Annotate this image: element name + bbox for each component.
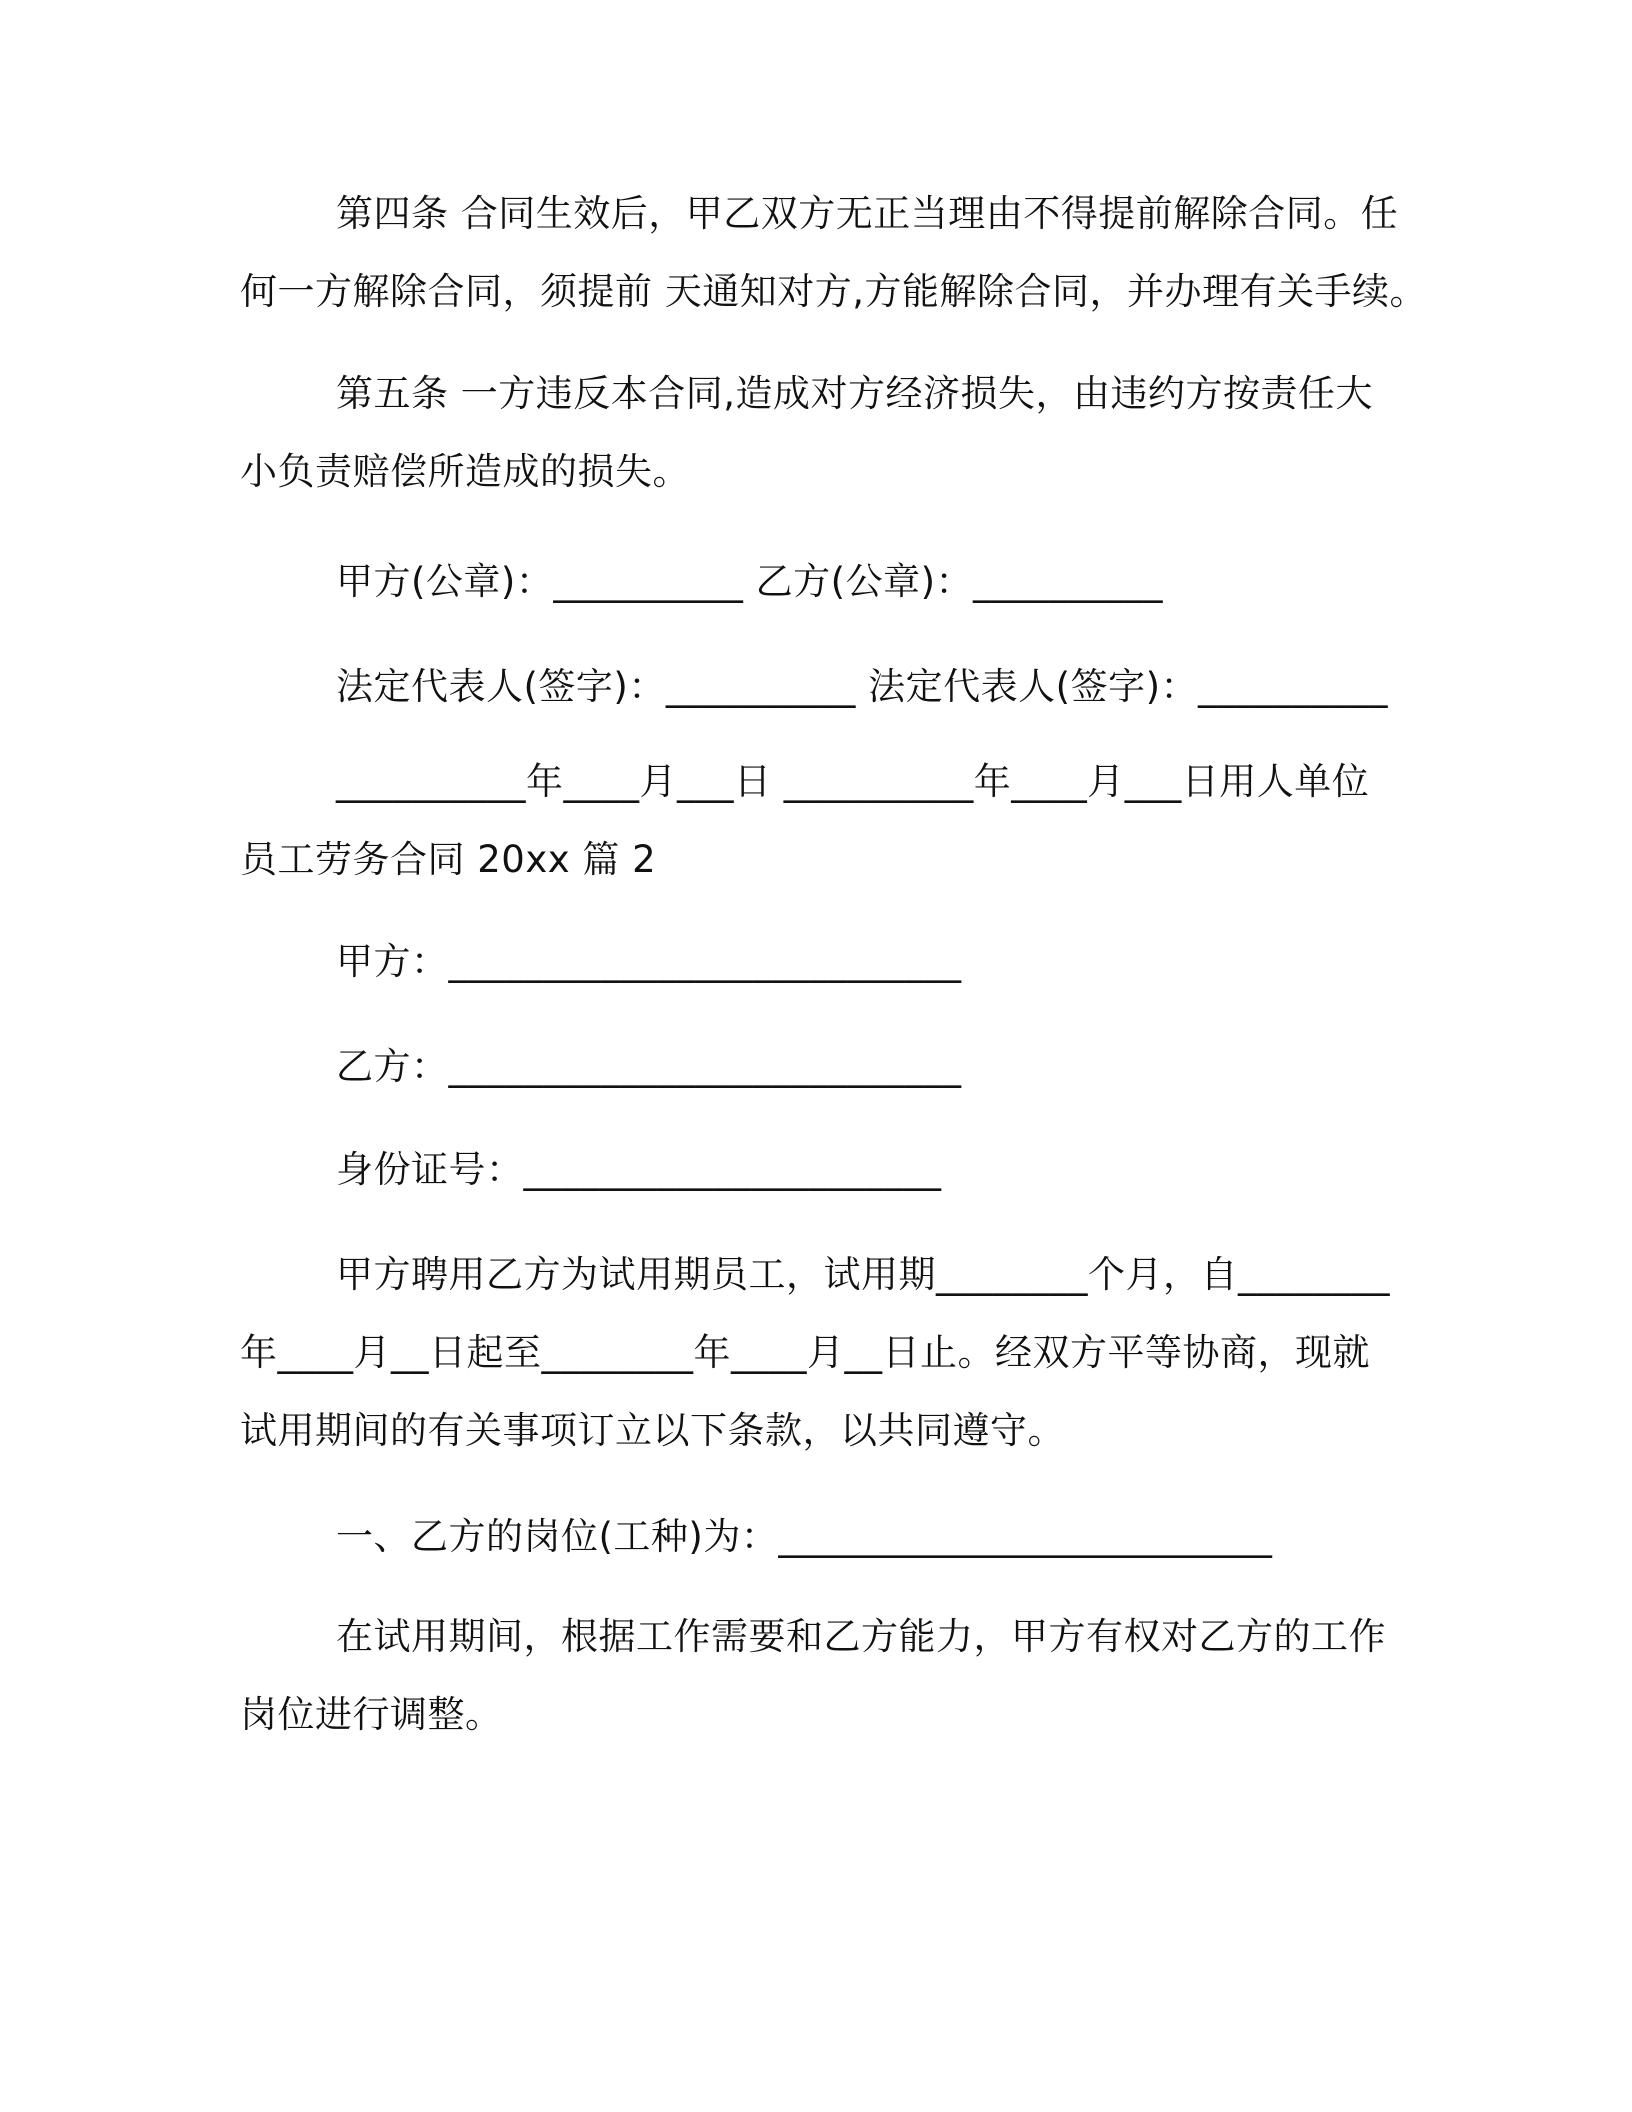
adjustment-paragraph-line-1: 在试用期间，根据工作需要和乙方能力，甲方有权对乙方的工作 bbox=[336, 1615, 1386, 1658]
date-line: __________年____月___日 __________年____月___日用人单位 bbox=[336, 760, 1370, 803]
id-number-line: 身份证号：______________________ bbox=[336, 1148, 942, 1191]
article-4-line-2: 何一方解除合同，须提前 天通知对方,方能解除合同，并办理有关手续。 bbox=[240, 270, 1428, 313]
section-heading: 员工劳务合同 20xx 篇 2 bbox=[240, 838, 657, 881]
party-a-line: 甲方：___________________________ bbox=[336, 940, 962, 983]
probation-paragraph-line-3: 试用期间的有关事项订立以下条款，以共同遵守。 bbox=[240, 1409, 1065, 1452]
article-5-line-1: 第五条 一方违反本合同,造成对方经济损失，由违约方按责任大 bbox=[336, 372, 1374, 415]
seal-signature-line: 甲方(公章)：__________ 乙方(公章)：__________ bbox=[336, 560, 1164, 603]
party-b-line: 乙方：___________________________ bbox=[336, 1045, 962, 1088]
probation-paragraph-line-2: 年____月__日起至________年____月__日止。经双方平等协商，现就 bbox=[240, 1331, 1370, 1374]
article-5-line-2: 小负责赔偿所造成的损失。 bbox=[240, 450, 690, 493]
legal-rep-signature-line: 法定代表人(签字)：__________ 法定代表人(签字)：__________ bbox=[336, 665, 1389, 708]
adjustment-paragraph-line-2: 岗位进行调整。 bbox=[240, 1693, 503, 1736]
article-4-line-1: 第四条 合同生效后，甲乙双方无正当理由不得提前解除合同。任 bbox=[336, 192, 1399, 235]
position-clause-line: 一、乙方的岗位(工种)为：__________________________ bbox=[336, 1515, 1273, 1558]
probation-paragraph-line-1: 甲方聘用乙方为试用期员工，试用期________个月，自________ bbox=[336, 1253, 1390, 1296]
